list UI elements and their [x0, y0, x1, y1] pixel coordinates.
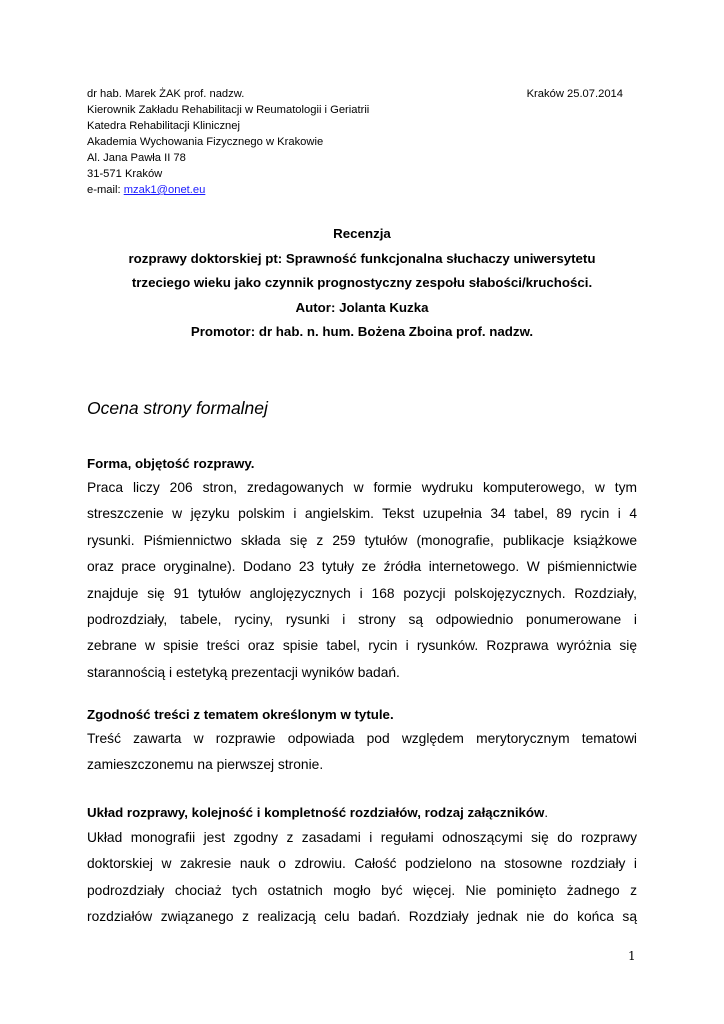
- email-link[interactable]: mzak1@onet.eu: [123, 184, 206, 196]
- paragraph-line: znajduje się 91 tytułów anglojęzycznych i 168 pozycji polskojęzycznych. Rozdziały,: [87, 585, 637, 601]
- paragraph-line: Praca liczy 206 stron, zredagowanych w formie wydruku komputerowego, w tym: [87, 480, 637, 495]
- paragraph-line: streszczenie w języku polskim i angielskim. Tekst uzupełnia 34 tabel, 89 rycin i 4: [87, 506, 637, 522]
- dissertation-title-line: rozprawy doktorskiej pt: Sprawność funkcjonalna słuchaczy uniwersytetu: [128, 250, 596, 266]
- dissertation-promotor: Promotor: dr hab. n. hum. Bożena Zboina prof. nadzw.: [190, 324, 534, 339]
- subsection-paragraph: [87, 825, 637, 931]
- letter-header: [87, 86, 623, 198]
- letter-date: Kraków 25.07.2014: [526, 88, 623, 100]
- page-number: 1: [628, 949, 636, 963]
- paragraph-line: zebrane w spisie treści oraz spisie tabel, rycin i rysunków. Rozprawa wyróżnia się: [87, 638, 637, 654]
- paragraph-line: Treść zawarta w rozprawie odpowiada pod względem merytorycznym tematowi: [87, 731, 637, 746]
- email-line: [87, 182, 623, 198]
- subsection-paragraph: [87, 726, 637, 779]
- section-title: Ocena strony formalnej: [87, 398, 268, 418]
- header-line: Al. Jana Pawła II 78: [87, 152, 186, 164]
- paragraph-line: oraz prace oryginalne). Dodano 23 tytuły ze źródła internetowego. W piśmiennictwie: [87, 559, 637, 575]
- header-line: 31-571 Kraków: [87, 168, 163, 180]
- header-line: Katedra Rehabilitacji Klinicznej: [87, 120, 240, 132]
- header-line: Akademia Wychowania Fizycznego w Krakowie: [87, 136, 324, 148]
- paragraph-line: zamieszczonemu na pierwszej stronie.: [87, 757, 324, 773]
- paragraph-line: starannością i estetyką prezentacji wyników badań.: [87, 664, 400, 680]
- paragraph-line: rozdziałów związanego z realizacją celu badań. Rozdziały jednak nie do końca są: [87, 909, 637, 925]
- subsection-heading-period: .: [544, 805, 549, 820]
- dissertation-title-line: trzeciego wieku jako czynnik prognostyczny zespołu słabości/kruchości.: [131, 275, 593, 290]
- email-label: e-mail:: [87, 184, 124, 196]
- paragraph-line: podrozdziały chociaż tych ostatnich mogło być więcej. Nie pominięto żadnego z: [87, 882, 637, 898]
- subsection-heading: Zgodność treści z tematem określonym w tytule.: [87, 707, 394, 722]
- review-title-block: [87, 222, 637, 345]
- subsection-heading: [87, 805, 548, 820]
- header-line: Kierownik Zakładu Rehabilitacji w Reumatologii i Geriatrii: [87, 104, 370, 116]
- reviewer-name: dr hab. Marek ŻAK prof. nadzw.: [87, 88, 245, 100]
- subsection-heading-text: Układ rozprawy, kolejność i kompletność rozdziałów, rodzaj załączników: [87, 805, 545, 820]
- paragraph-line: podrozdziały, tabele, ryciny, rysunki i strony są odpowiednio ponumerowane i: [87, 611, 637, 627]
- dissertation-author: Autor: Jolanta Kuzka: [295, 299, 429, 315]
- subsection-paragraph: [87, 475, 637, 686]
- review-heading: Recenzja: [333, 226, 391, 241]
- paragraph-line: Układ monografii jest zgodny z zasadami i regułami odnoszącymi się do rozprawy: [87, 830, 637, 845]
- paragraph-line: doktorskiej w zakresie nauk o zdrowiu. Całość podzielono na stosowne rozdziały i: [87, 856, 637, 872]
- subsection-heading: Forma, objętość rozprawy.: [87, 456, 255, 471]
- paragraph-line: rysunki. Piśmiennictwo składa się z 259 tytułów (monografie, publikacje książkowe: [87, 532, 637, 548]
